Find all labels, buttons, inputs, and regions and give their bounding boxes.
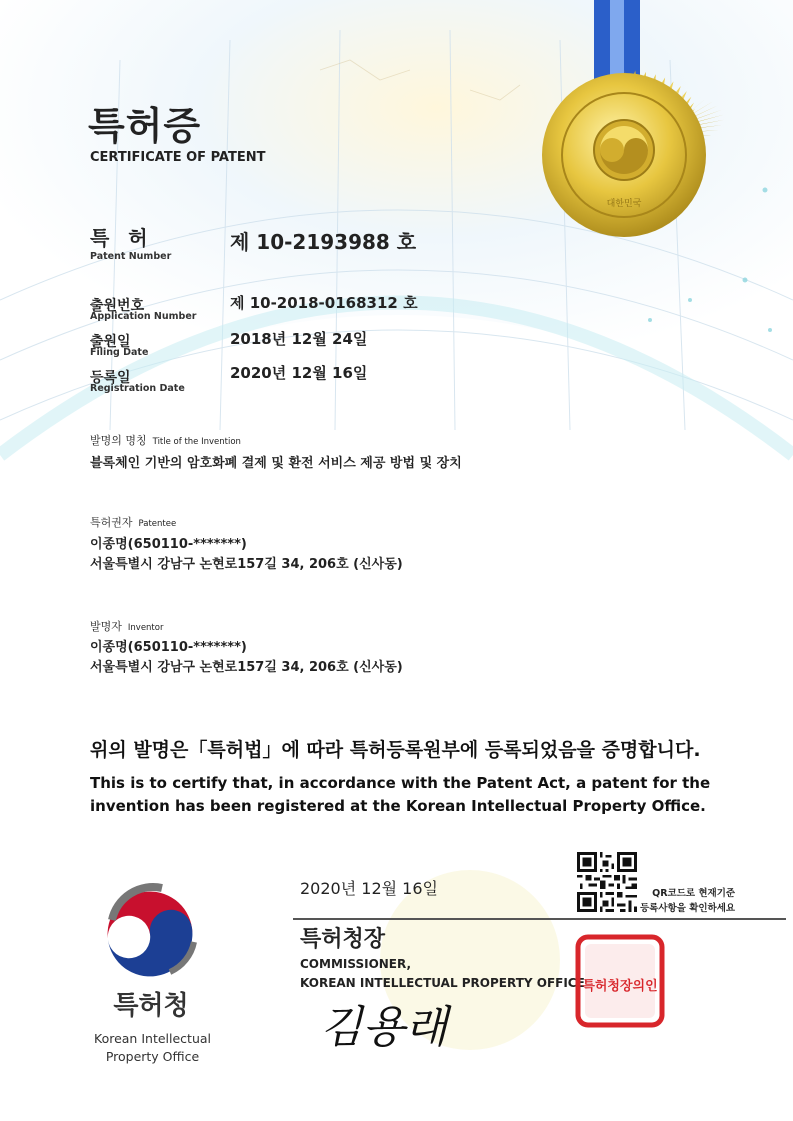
patent-number-label-ko: 특 허: [90, 226, 154, 250]
certification-text-ko: 위의 발명은「특허법」에 따라 특허등록원부에 등록되었음을 증명합니다.: [90, 739, 701, 761]
patent-number-value: 제 10-2193988 호: [230, 230, 417, 254]
office-name-en: [80, 1030, 225, 1066]
qr-caption-line2: 등록사항을 확인하세요: [640, 903, 736, 914]
inventor-label-en: Inventor: [127, 623, 164, 633]
inventor-label-ko: 발명자: [90, 620, 122, 633]
signature-icon: [310, 990, 510, 1060]
qr-caption-line1: QR코드로 현재기준: [652, 888, 736, 899]
inventor-address: 서울특별시 강남구 논현로157길 34, 206호 (신사동): [90, 660, 403, 675]
invention-label-ko: 발명의 명칭: [90, 434, 147, 447]
invention-title: 블록체인 기반의 암호화폐 결제 및 환전 서비스 제공 방법 및 장치: [90, 456, 462, 471]
red-seal-text: 특허청장의인: [582, 979, 658, 994]
application-number-label-ko: 출원번호: [90, 298, 145, 314]
registration-date-label-en: Registration Date: [90, 383, 185, 394]
issuance-date: 2020년 12월 16일: [300, 879, 438, 898]
invention-label-en: Title of the Invention: [152, 437, 241, 447]
commissioner-title-en: [300, 955, 585, 993]
application-number-label-en: Application Number: [90, 311, 197, 322]
filing-date-label-en: Filing Date: [90, 347, 149, 358]
commissioner-title-ko: 특허청장: [300, 927, 386, 952]
registration-date-value: 2020년 12월 16일: [230, 364, 368, 382]
office-name-en-line1: Korean Intellectual: [94, 1031, 211, 1046]
gold-seal-icon: [522, 0, 727, 300]
qr-code-icon[interactable]: [577, 852, 637, 912]
certificate-title-ko: 특허증: [88, 104, 202, 148]
gold-seal-text: 대한민국: [606, 199, 642, 209]
filing-date-value: 2018년 12월 24일: [230, 330, 368, 348]
office-name-en-line2: Property Office: [105, 1049, 200, 1064]
qr-caption: [640, 886, 735, 916]
patentee-label-en: Patentee: [138, 519, 177, 529]
invention-label: [90, 432, 241, 448]
registration-date-label-ko: 등록일: [90, 370, 131, 386]
kipo-logo-icon: [100, 880, 200, 980]
application-number-value: 제 10-2018-0168312 호: [230, 294, 418, 312]
certificate-title-en: CERTIFICATE OF PATENT: [90, 150, 266, 165]
inventor-name: 이종명(650110-*******): [90, 640, 247, 655]
red-seal-icon: [575, 934, 665, 1028]
patent-number-label-en: Patent Number: [90, 251, 172, 262]
certification-text-en: This is to certify that, in accordance with the Patent Act, a patent for the invention has been registered at the Korean Intellectual Property Office.: [90, 774, 711, 815]
inventor-label: [90, 618, 163, 634]
commissioner-en-line1: COMMISSIONER,: [300, 957, 412, 971]
patentee-name: 이종명(650110-*******): [90, 537, 247, 552]
patentee-label-ko: 특허권자: [90, 516, 133, 529]
commissioner-en-line2: KOREAN INTELLECTUAL PROPERTY OFFICE: [300, 976, 585, 990]
patentee-label: [90, 514, 176, 530]
signature-divider: [293, 918, 786, 920]
office-name-ko: 특허청: [113, 991, 189, 1021]
signature-text: 김용래: [320, 1002, 448, 1053]
patentee-address: 서울특별시 강남구 논현로157길 34, 206호 (신사동): [90, 557, 403, 572]
filing-date-label-ko: 출원일: [90, 334, 131, 350]
